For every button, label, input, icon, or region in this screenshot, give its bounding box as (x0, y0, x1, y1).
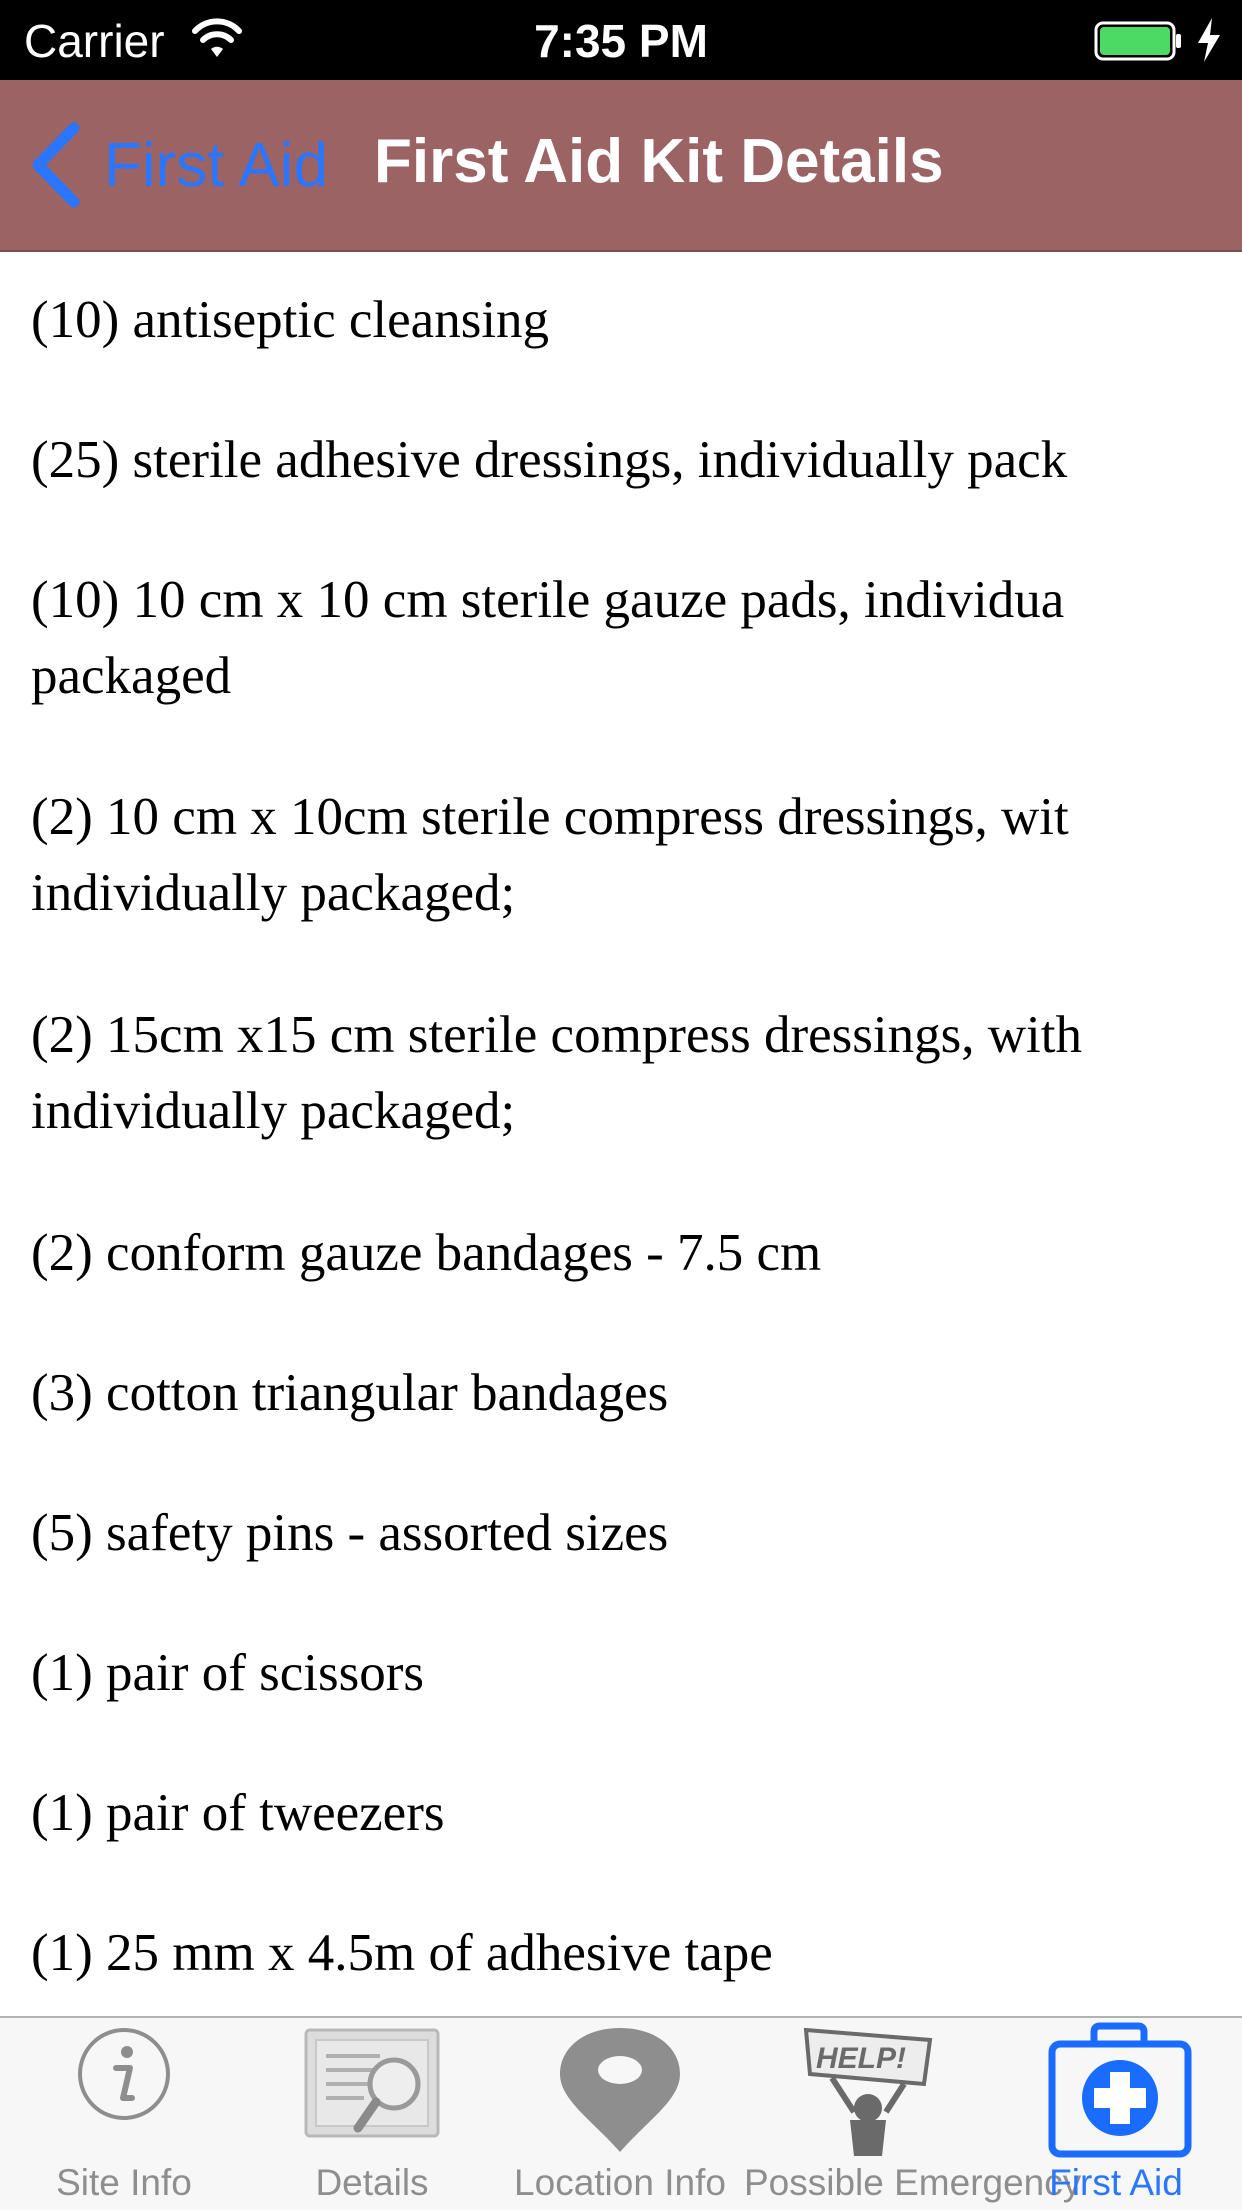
item-line: (5) safety pins - assorted sizes (31, 1504, 669, 1562)
item-line-continued: individually packaged; (31, 1082, 516, 1140)
tab-label: Possible Emergency (744, 2162, 1082, 2203)
tab-label: Site Info (56, 2162, 192, 2203)
svg-text:HELP!: HELP! (816, 2042, 906, 2075)
tab-location-info[interactable] (496, 2018, 744, 2210)
item-line: (1) pair of scissors (31, 1644, 424, 1702)
back-button[interactable] (28, 122, 328, 208)
tab-possible-emergency[interactable] (744, 2018, 1082, 2210)
item-line-continued: individually packaged; (31, 864, 516, 922)
location-pin-icon (552, 2024, 688, 2156)
item-line: (2) 10 cm x 10cm sterile compress dressings, wit (31, 788, 1069, 846)
charging-bolt-icon (1196, 18, 1222, 62)
page-title: First Aid Kit Details (374, 127, 944, 196)
details-magnifier-icon (302, 2026, 442, 2144)
list-item (31, 779, 1242, 931)
status-time: 7:35 PM (534, 15, 708, 67)
back-button-label: First Aid (104, 130, 328, 200)
item-line: (3) cotton triangular bandages (31, 1364, 669, 1422)
list-item (31, 1915, 1242, 1991)
chevron-left-icon (28, 122, 82, 208)
item-line: (1) 25 mm x 4.5m of adhesive tape (31, 1924, 773, 1982)
item-line: (1) pair of tweezers (31, 1784, 445, 1842)
tab-label: Details (315, 2162, 429, 2203)
list-item (31, 282, 1242, 358)
tab-bar (0, 2016, 1242, 2210)
item-line: (25) sterile adhesive dressings, individually pack (31, 431, 1068, 489)
navigation-bar (0, 80, 1242, 252)
status-bar (0, 0, 1242, 80)
battery-icon (1094, 21, 1182, 61)
item-line: (2) conform gauze bandages - 7.5 cm (31, 1224, 822, 1282)
item-line: (2) 15cm x15 cm sterile compress dressings, with (31, 1006, 1082, 1064)
help-sign-icon (802, 2022, 934, 2158)
carrier-label: Carrier (24, 15, 165, 67)
tab-details[interactable] (248, 2018, 496, 2210)
kit-items-list[interactable] (0, 252, 1242, 2016)
list-item (31, 1355, 1242, 1431)
list-item (31, 1495, 1242, 1571)
first-aid-kit-icon (1046, 2022, 1194, 2160)
item-line: (10) antiseptic cleansing (31, 291, 550, 349)
list-item (31, 1635, 1242, 1711)
tab-label: First Aid (1049, 2162, 1183, 2203)
list-item (31, 1215, 1242, 1291)
tab-first-aid[interactable] (992, 2018, 1240, 2210)
list-item (31, 1775, 1242, 1851)
list-item (31, 562, 1242, 714)
tab-site-info[interactable] (0, 2018, 248, 2210)
info-icon (76, 2026, 172, 2122)
list-item (31, 997, 1242, 1149)
list-item (31, 422, 1242, 498)
tab-label: Location Info (514, 2162, 726, 2203)
item-line-continued: packaged (31, 647, 232, 705)
item-line: (10) 10 cm x 10 cm sterile gauze pads, individua (31, 571, 1065, 629)
